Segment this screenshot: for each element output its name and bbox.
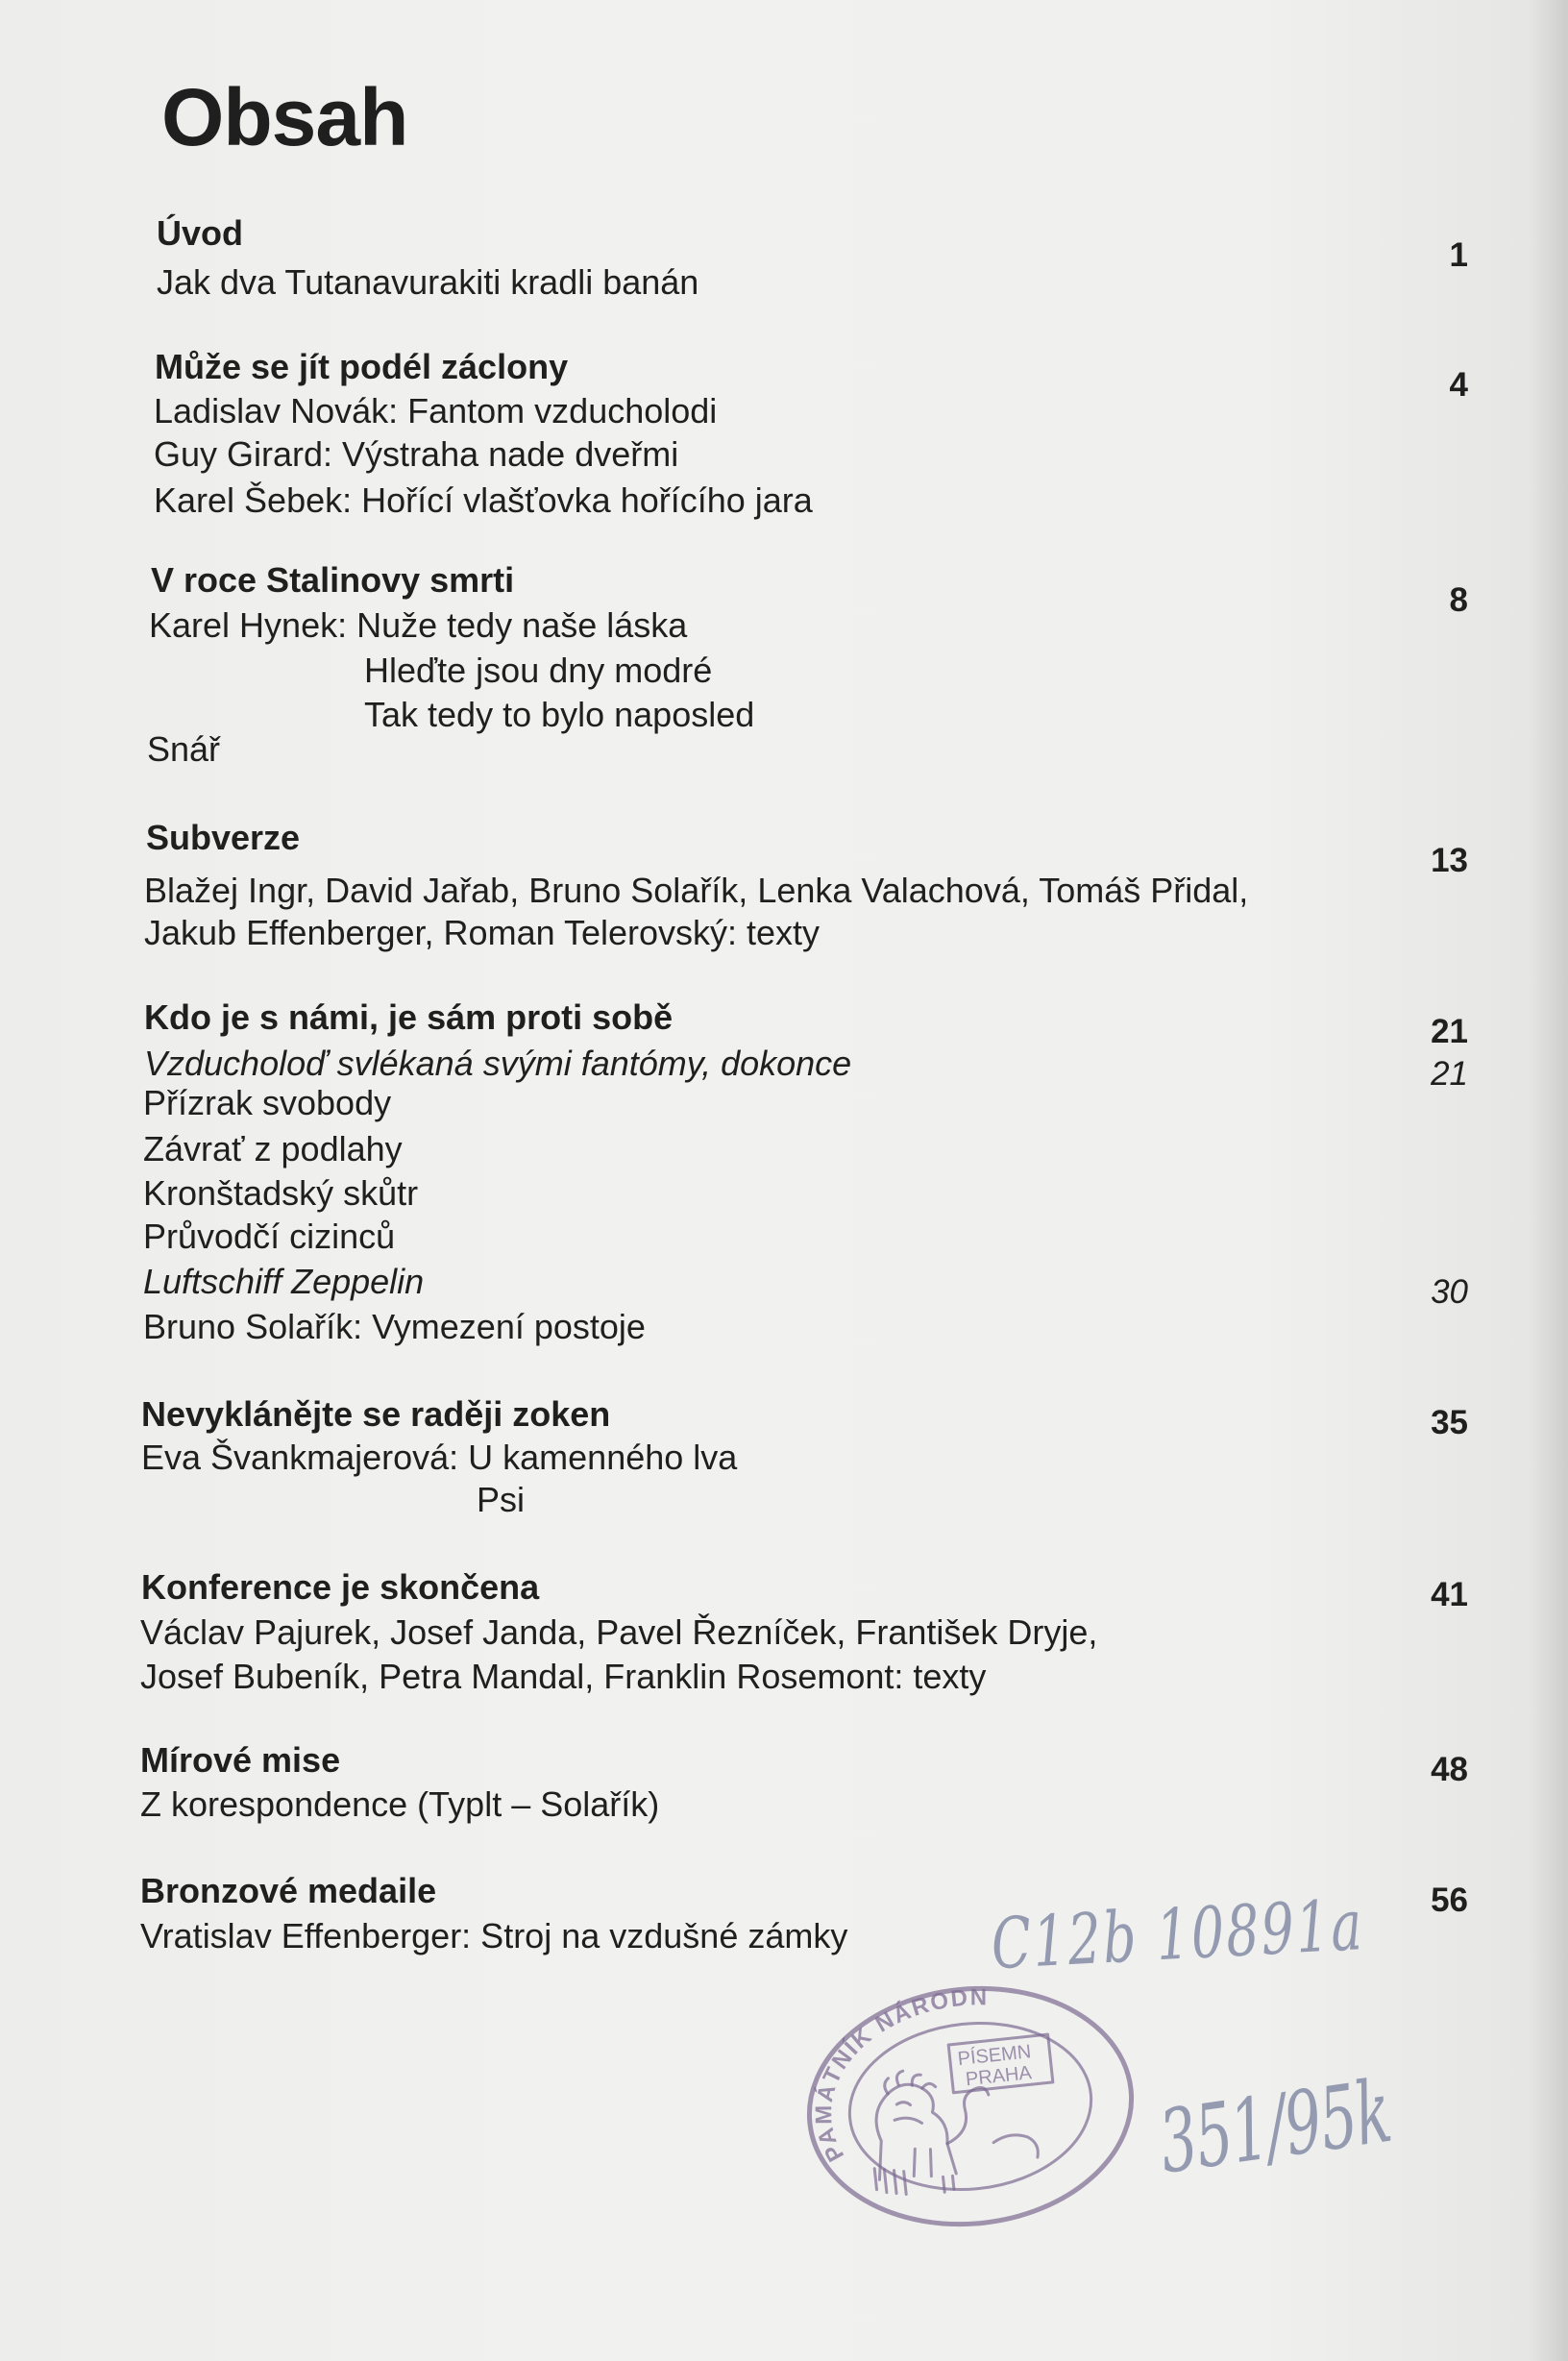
section-heading: Mírové mise bbox=[140, 1740, 341, 1780]
toc-entry: Karel Šebek: Hořící vlašťovka hořícího jara bbox=[154, 480, 813, 520]
toc-entry: Josef Bubeník, Petra Mandal, Franklin Rosemont: texty bbox=[140, 1657, 987, 1696]
stamp-arc-textpath: PAMÁTNÍK NÁRODN bbox=[811, 1984, 990, 2166]
toc-entry: Z korespondence (Typlt – Solařík) bbox=[140, 1784, 660, 1824]
handwritten-call-number: C12b 10891a bbox=[989, 1883, 1366, 1985]
toc-entry: Ladislav Novák: Fantom vzducholodi bbox=[154, 391, 718, 430]
stamp-body bbox=[801, 1981, 1143, 2233]
toc-entry: Tak tedy to bylo naposled bbox=[364, 695, 755, 734]
page-number: 4 bbox=[1449, 366, 1468, 404]
library-stamp bbox=[801, 1981, 1147, 2233]
page-number: 30 bbox=[1431, 1273, 1468, 1311]
toc-entry: Vratislav Effenberger: Stroj na vzdušné zámky bbox=[140, 1916, 848, 1955]
section-heading: Úvod bbox=[157, 213, 243, 253]
section-heading: Konference je skončena bbox=[141, 1567, 540, 1607]
toc-entry: Hleďte jsou dny modré bbox=[364, 651, 713, 690]
page-number: 13 bbox=[1431, 842, 1468, 879]
section-heading: Nevyklánějte se raději zoken bbox=[141, 1394, 611, 1434]
toc-entry: Karel Hynek: Nuže tedy naše láska bbox=[149, 605, 688, 645]
toc-entry: Václav Pajurek, Josef Janda, Pavel Řezníček, František Dryje, bbox=[140, 1612, 1098, 1652]
toc-entry: Závrať z podlahy bbox=[143, 1129, 403, 1168]
page-number: 35 bbox=[1431, 1404, 1468, 1441]
handwritten-shelf-mark: 351/95k bbox=[1153, 2061, 1397, 2194]
toc-entry: Eva Švankmajerová: U kamenného lva bbox=[141, 1438, 738, 1477]
page-number: 1 bbox=[1449, 236, 1468, 274]
section-heading: Může se jít podél záclony bbox=[155, 347, 569, 386]
stamp-inner-line-1: PÍSEMN bbox=[956, 2041, 1033, 2071]
toc-entry: Vzducholoď svlékaná svými fantómy, dokonce bbox=[144, 1044, 852, 1083]
page-number: 8 bbox=[1449, 581, 1468, 619]
toc-entry: Jak dva Tutanavurakiti kradli banán bbox=[157, 262, 699, 302]
page-number: 56 bbox=[1431, 1881, 1468, 1919]
page-number: 48 bbox=[1431, 1751, 1468, 1788]
page-number: 21 bbox=[1431, 1013, 1468, 1050]
section-heading: V roce Stalinovy smrti bbox=[151, 560, 515, 600]
toc-entry: Snář bbox=[147, 729, 221, 769]
section-heading: Subverze bbox=[146, 818, 301, 857]
toc-entry: Luftschiff Zeppelin bbox=[143, 1262, 425, 1301]
section-heading: Kdo je s námi, je sám proti sobě bbox=[144, 997, 674, 1037]
page-number: 21 bbox=[1431, 1055, 1468, 1093]
toc-entry: Bruno Solařík: Vymezení postoje bbox=[143, 1307, 646, 1346]
page-number: 41 bbox=[1431, 1576, 1468, 1613]
toc-entry: Přízrak svobody bbox=[143, 1083, 392, 1122]
section-heading: Bronzové medaile bbox=[140, 1871, 437, 1910]
toc-entry: Jakub Effenberger, Roman Telerovský: texty bbox=[144, 913, 821, 952]
stamp-inner-line-2: PRAHA bbox=[964, 2062, 1033, 2091]
toc-entry: Blažej Ingr, David Jařab, Bruno Solařík, Lenka Valachová, Tomáš Přidal, bbox=[144, 871, 1249, 910]
toc-entry: Guy Girard: Výstraha nade dveřmi bbox=[154, 434, 679, 474]
page-title: Obsah bbox=[161, 72, 408, 162]
toc-entry: Psi bbox=[477, 1480, 526, 1519]
toc-entry: Kronštadský skůtr bbox=[143, 1173, 419, 1213]
toc-entry: Průvodčí cizinců bbox=[143, 1217, 396, 1256]
